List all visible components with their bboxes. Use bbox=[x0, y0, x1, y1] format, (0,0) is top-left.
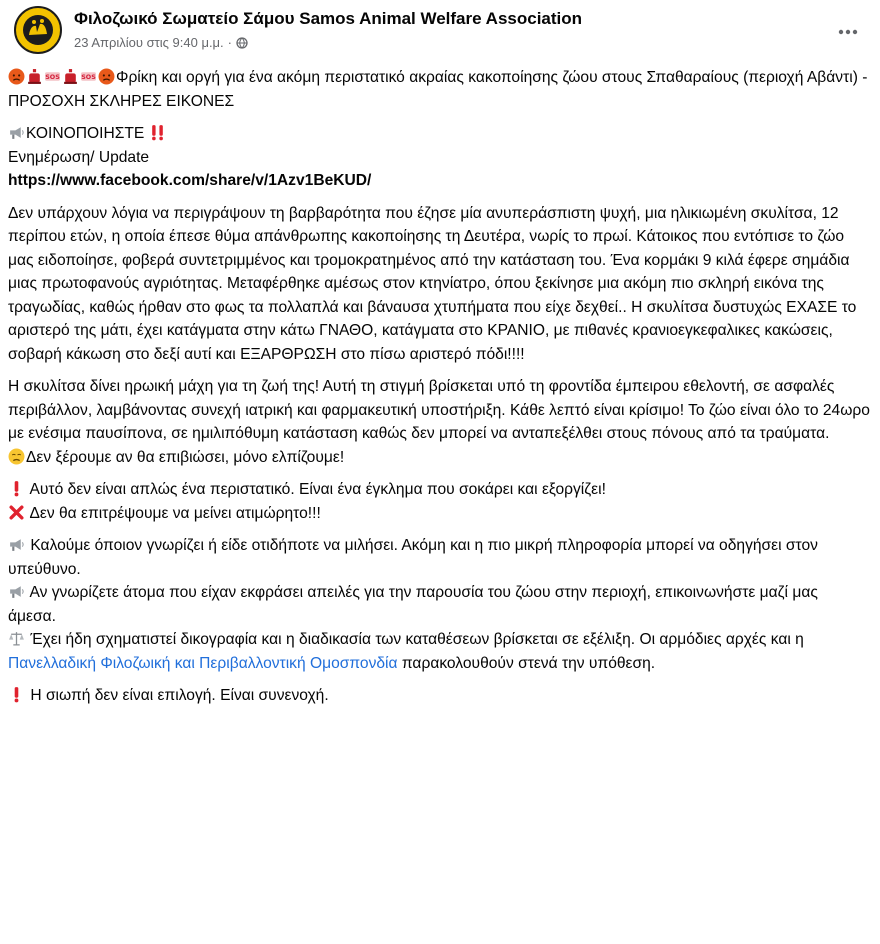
call-text-2: Αν γνωρίζετε άτομα που είχαν εκφράσει απειλές για την παρουσία του ζώου στην περιοχή, επικοινωνήστε μαζί μας άμεσα. bbox=[8, 584, 818, 625]
animal-welfare-logo-icon bbox=[16, 8, 60, 52]
page-avatar[interactable] bbox=[14, 6, 62, 54]
update-link[interactable]: https://www.facebook.com/share/v/1Azv1BeKUD/ bbox=[8, 172, 372, 189]
call-block bbox=[8, 534, 870, 675]
cross-mark-icon bbox=[8, 505, 26, 522]
angry-face-icon bbox=[98, 69, 116, 86]
siren-icon bbox=[26, 69, 44, 86]
share-block bbox=[8, 122, 870, 193]
globe-icon[interactable] bbox=[236, 37, 248, 49]
paragraph-status-text: Η σκυλίτσα δίνει ηρωική μάχη για τη ζωή της! Αυτή τη στιγμή βρίσκεται υπό τη φροντίδα έμπειρου εθελοντή, σε ασφαλές περιβάλλον, λαμβάνοντας συνεχή ιατρική και φαρμακευτική υποστήριξη. Κάθε λεπτό είναι κρίσιμο! Το ζώο είναι όλο το 24ωρο με ενέσιμα παυσίπονα, σε ημιλιπόθυμη κατάσταση καθώς δεν μπορεί να ανταπεξέλθει στους πόνους από τα τραύματα. bbox=[8, 378, 870, 442]
worried-face-icon bbox=[8, 449, 26, 466]
closing-block bbox=[8, 684, 870, 708]
intro-text: Φρίκη και οργή για ένα ακόμη περιστατικό ακραίας κακοποίησης ζώου στους Σπαθαραίους (περιοχή Αβάντι) - bbox=[116, 69, 868, 86]
exclamation-icon bbox=[8, 687, 26, 704]
sos-icon bbox=[44, 69, 62, 86]
call-text-1: Καλούμε όποιον γνωρίζει ή είδε οτιδήποτε να μιλήσει. Ακόμη και η πιο μικρή πληροφορία μπορεί να οδηγήσει στον υπεύθυνο. bbox=[8, 537, 818, 578]
page-name-link[interactable]: Φιλοζωικό Σωματείο Σάμου Samos Animal Welfare Association bbox=[74, 9, 583, 28]
alert-block bbox=[8, 478, 870, 525]
more-options-button[interactable] bbox=[830, 14, 866, 50]
alert-text-2: Δεν θα επιτρέψουμε να μείνει ατιμώρητο!!! bbox=[29, 504, 321, 522]
paragraph-details: Δεν υπάρχουν λόγια να περιγράψουν τη βαρβαρότητα που έζησε μία ανυπεράσπιστη ψυχή, μια ηλικιωμένη σκυλίτσα, 12 περίπου ετών, η οποία έπεσε θύμα απάνθρωπης κακοποίησης τη Δευτέρα, νωρίς το πρωί. Κάτοικος που εντόπισε το ζώο μας ειδοποίησε, φοβερά συντετριμμένος και τρομοκρατημένος από την κατάσταση του. Ένα κορμάκι 9 κιλά έφερε σημάδια μιας πρωτοφανούς αγριότητας. Μεταφέρθηκε αμέσως στον κτηνίατρο, όπου ξεκίνησε μια ακόμη πιο σκληρή εικόνα της τραγωδίας, καθώς ήρθαν στο φως τα πολλαπλά και βάναυσα χτυπήματα που είχε δεχθεί.. Η σκυλίτσα δυστυχώς ΕΧΑΣΕ το αριστερό της μάτι, έχει κατάγματα στην κάτω ΓΝΑΘΟ, κατάγματα στο ΚΡΑΝΙΟ, με πιθανές κρανιοεγκεφαλικες κακώσεις, σοβαρή κάκωση στο δεξί αυτί και ΕΞΑΡΘΡΩΣΗ στο πίσω αριστερό πόδι!!!! bbox=[8, 204, 857, 363]
warning-text: ΠΡΟΣΟΧΗ ΣΚΛΗΡΕΣ ΕΙΚΟΝΕΣ bbox=[8, 92, 235, 110]
svg-text:SOS: SOS bbox=[45, 73, 60, 82]
svg-text:SOS: SOS bbox=[81, 73, 96, 82]
federation-mention-link[interactable]: Πανελλαδική Φιλοζωική και Περιβαλλοντική Ομοσπονδία bbox=[8, 654, 398, 672]
post-timestamp[interactable]: 23 Απριλίου στις 9:40 μ.μ. bbox=[74, 35, 224, 50]
meta-separator: · bbox=[227, 35, 233, 50]
hope-text: Δεν ξέρουμε αν θα επιβιώσει, μόνο ελπίζουμε! bbox=[26, 448, 345, 466]
update-label: Ενημέρωση/ Update bbox=[8, 148, 150, 166]
megaphone-icon bbox=[8, 584, 26, 601]
closing-text: Η σιωπή δεν είναι επιλογή. Είναι συνενοχή. bbox=[30, 687, 329, 704]
alert-text-1: Αυτό δεν είναι απλώς ένα περιστατικό. Είναι ένα έγκλημα που σοκάρει και εξοργίζει! bbox=[29, 481, 606, 498]
legal-text-end: παρακολουθούν στενά την υπόθεση. bbox=[401, 654, 656, 672]
paragraph-status bbox=[8, 375, 870, 469]
exclamation-icon bbox=[8, 481, 26, 498]
siren-icon bbox=[62, 69, 80, 86]
post-header bbox=[8, 0, 880, 64]
post-content bbox=[8, 66, 870, 717]
double-exclamation-icon bbox=[149, 125, 167, 142]
post-meta bbox=[74, 35, 248, 50]
sos-icon bbox=[80, 69, 98, 86]
scales-icon bbox=[8, 631, 26, 648]
megaphone-icon bbox=[8, 125, 26, 142]
angry-face-icon bbox=[8, 69, 26, 86]
megaphone-icon bbox=[8, 537, 26, 554]
more-dots-icon bbox=[838, 29, 858, 35]
legal-text-start: Έχει ήδη σχηματιστεί δικογραφία και η διαδικασία των καταθέσεων βρίσκεται σε εξέλιξη. Οι αρμόδιες αρχές και η bbox=[30, 631, 804, 648]
share-label: ΚΟΙΝΟΠΟΙΗΣΤΕ bbox=[26, 125, 145, 142]
intro-block bbox=[8, 66, 870, 113]
